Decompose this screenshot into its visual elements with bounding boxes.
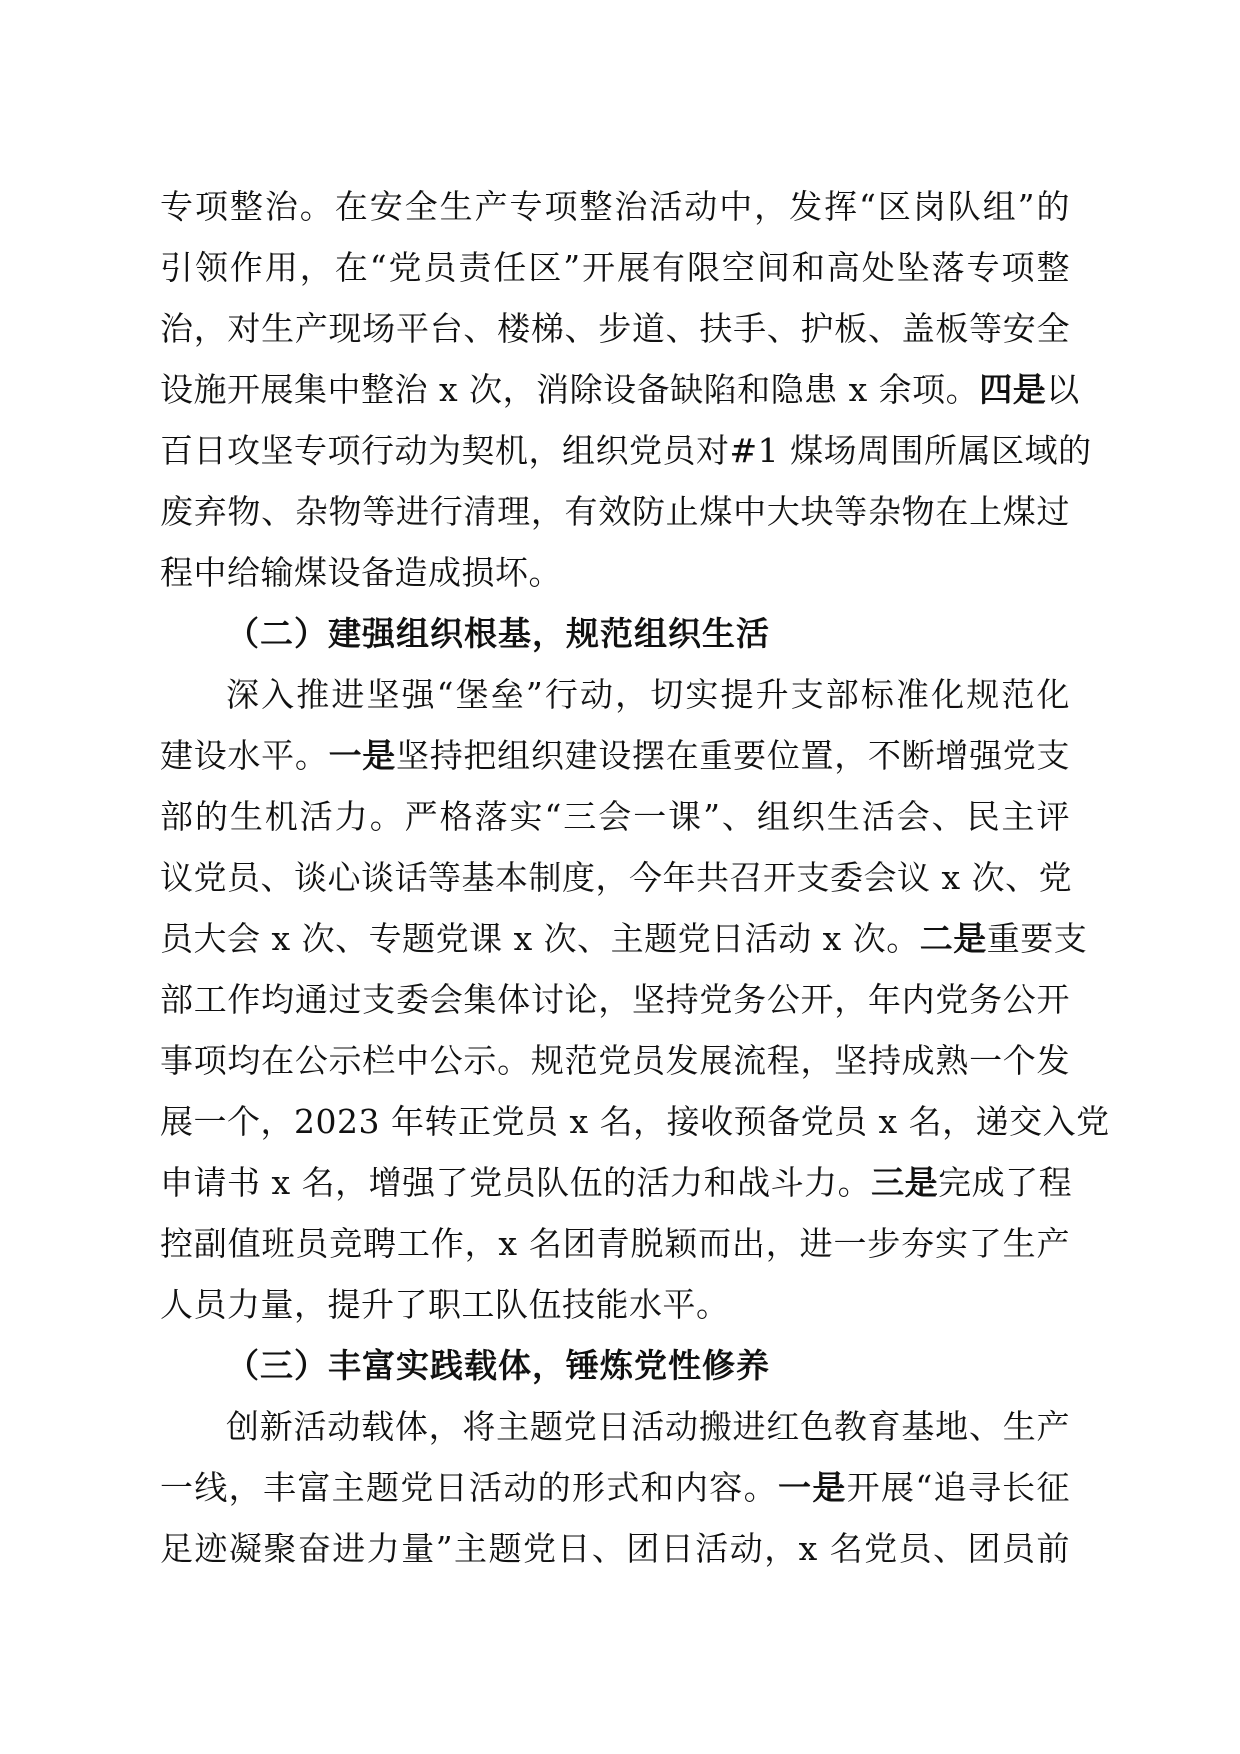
paragraph-line	[160, 908, 1088, 969]
paragraph-line: 治，对生产现场平台、楼梯、步道、扶手、护板、盖板等安全	[160, 309, 1070, 348]
paragraph-line: 议党员、谈心谈话等基本制度，今年共召开支委会议 x 次、党	[160, 858, 1073, 897]
bold-marker: 二是	[919, 919, 987, 958]
text-run: 建设水平。	[160, 736, 329, 775]
paragraph-line: 人员力量，提升了职工队伍技能水平。	[160, 1285, 730, 1324]
paragraph-line: 专项整治。在安全生产专项整治活动中，发挥“区岗队组”的	[160, 187, 1070, 226]
paragraph-line: 展一个，2023 年转正党员 x 名，接收预备党员 x 名，递交入党	[160, 1102, 1110, 1141]
text-run: 重要支	[986, 919, 1088, 958]
bold-marker: 三是	[871, 1163, 939, 1202]
bold-marker: 四是	[979, 370, 1047, 409]
paragraph-line: 事项均在公示栏中公示。规范党员发展流程，坚持成熟一个发	[160, 1041, 1070, 1080]
text-run: 以	[1046, 370, 1080, 409]
paragraph-line: 部的生机活力。严格落实“三会一课”、组织生活会、民主评	[160, 797, 1070, 836]
paragraph-line	[160, 1457, 1070, 1518]
section-heading: （三）丰富实践载体，锤炼党性修养	[226, 1346, 770, 1385]
text-run: 坚持把组织建设摆在重要位置，不断增强党支	[396, 736, 1071, 775]
paragraph-line: 足迹凝聚奋进力量”主题党日、团日活动，x 名党员、团员前	[160, 1529, 1070, 1568]
paragraph-line	[160, 725, 1070, 786]
text-run: 一线，丰富主题党日活动的形式和内容。	[160, 1468, 778, 1507]
text-run: 员大会 x 次、专题党课 x 次、主题党日活动 x 次。	[160, 919, 920, 958]
paragraph-line: 引领作用，在“党员责任区”开展有限空间和高处坠落专项整	[160, 248, 1070, 287]
paragraph-line: 百日攻坚专项行动为契机，组织党员对#1 煤场周围所属区域的	[160, 431, 1092, 470]
paragraph-line: 废弃物、杂物等进行清理，有效防止煤中大块等杂物在上煤过	[160, 492, 1070, 531]
paragraph-line: 部工作均通过支委会集体讨论，坚持党务公开，年内党务公开	[160, 980, 1070, 1019]
text-run: 开展“追寻长征	[846, 1468, 1071, 1507]
text-run: 申请书 x 名，增强了党员队伍的活力和战斗力。	[160, 1163, 872, 1202]
text-run: 完成了程	[938, 1163, 1073, 1202]
paragraph-line	[160, 1152, 1073, 1213]
paragraph-line: 创新活动载体，将主题党日活动搬进红色教育基地、生产	[226, 1407, 1070, 1446]
bold-marker: 一是	[777, 1468, 847, 1507]
paragraph-line	[160, 359, 1080, 420]
text-run: 设施开展集中整治 x 次，消除设备缺陷和隐患 x 余项。	[160, 370, 980, 409]
document-page	[160, 176, 1110, 1579]
section-heading: （二）建强组织根基，规范组织生活	[226, 614, 770, 653]
paragraph-line: 程中给输煤设备造成损坏。	[160, 553, 562, 592]
paragraph-line: 深入推进坚强“堡垒”行动，切实提升支部标准化规范化	[226, 675, 1070, 714]
paragraph-line: 控副值班员竞聘工作，x 名团青脱颖而出，进一步夯实了生产	[160, 1224, 1070, 1263]
bold-marker: 一是	[328, 736, 396, 775]
